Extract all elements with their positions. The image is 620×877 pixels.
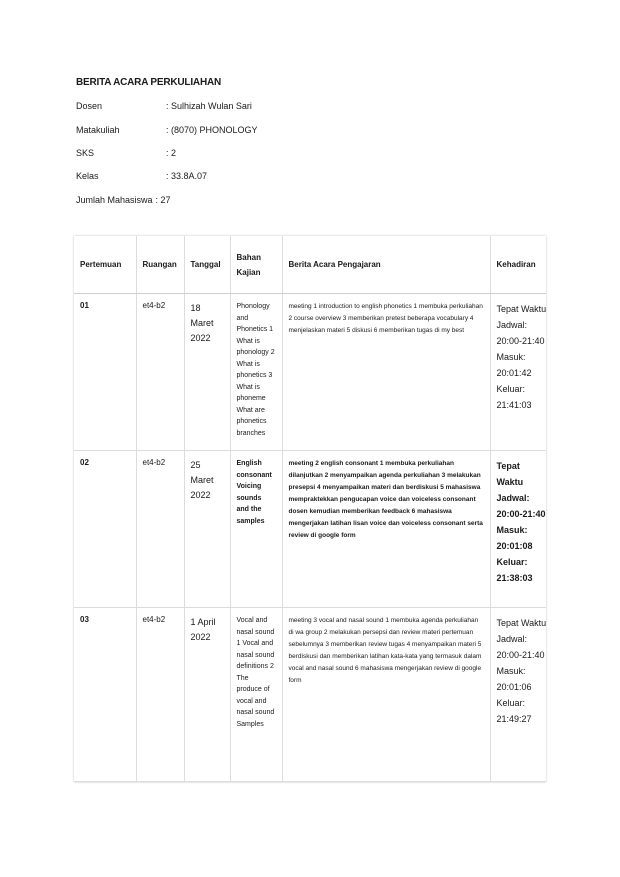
- cell-tanggal: 25 Maret 2022: [184, 451, 230, 608]
- kelas-label: Kelas: [76, 171, 99, 181]
- cell-berita-acara: meeting 2 english consonant 1 membuka perkuliahan dilanjutkan 2 menyampaikan agenda perkuliahan 3 melakukan presepsi 4 menyampaikan materi dan berdiskusi 5 mahasiswa mempraktekkan pengucapan voice dan voiceless consonant dosen kemudian memberikan feedback 6 mahasiswa mengerjakan latihan lisan voice dan voiceless consonant serta review di google form: [282, 451, 490, 608]
- cell-kehadiran: Tepat Waktu Jadwal: 20:00-21:40 Masuk: 20:01:42 Keluar: 21:41:03: [490, 294, 546, 451]
- matakuliah-value: : (8070) PHONOLOGY: [166, 125, 258, 135]
- cell-ruangan: et4-b2: [136, 294, 184, 451]
- info-kelas: [76, 171, 207, 181]
- table-row: [74, 294, 546, 451]
- info-jumlah-mahasiswa: [76, 195, 171, 205]
- cell-tanggal: 18 Maret 2022: [184, 294, 230, 451]
- sks-label: SKS: [76, 148, 95, 158]
- cell-bahan-kajian: Vocal and nasal sound 1 Vocal and nasal sound definitions 2 The produce of vocal and nasal sound Samples: [230, 608, 282, 782]
- document-title: BERITA ACARA PERKULIAHAN: [76, 77, 222, 88]
- cell-bahan-kajian: English consonant Voicing sounds and the samples: [230, 451, 282, 608]
- jumlah-mahasiswa-value: : 27: [155, 195, 171, 205]
- header-bahan-kajian: Bahan Kajian: [230, 236, 282, 294]
- cell-berita-acara: meeting 3 vocal and nasal sound 1 membuka agenda perkuliahan di wa group 2 melakukan persepsi dan review materi pertemuan sebelumnya 3 memberikan review tugas 4 menyampaikan materi 5 berdiskusi dan memberikan latihan kata-kata yang termasuk dalam vocal and nasal sound 6 mahasiswa mengerjakan review di google form: [282, 608, 490, 782]
- cell-ruangan: et4-b2: [136, 451, 184, 608]
- cell-pertemuan: 03: [74, 608, 136, 782]
- cell-pertemuan: 01: [74, 294, 136, 451]
- dosen-value: : Sulhizah Wulan Sari: [166, 101, 252, 111]
- cell-kehadiran: Tepat Waktu Jadwal: 20:00-21:40 Masuk: 20:01:08 Keluar: 21:38:03: [490, 451, 546, 608]
- info-sks: [76, 148, 176, 158]
- sks-value: : 2: [166, 148, 177, 158]
- cell-tanggal: 1 April 2022: [184, 608, 230, 782]
- header-berita-acara: Berita Acara Pengajaran: [282, 236, 490, 294]
- table-row: [74, 608, 546, 782]
- cell-berita-acara: meeting 1 introduction to english phonetics 1 membuka perkuliahan 2 course overview 3 memberikan pretest beberapa vocabulary 4 menjelaskan materi 5 diskusi 6 memberikan tugas di my best: [282, 294, 490, 451]
- cell-pertemuan: 02: [74, 451, 136, 608]
- kelas-value: : 33.8A.07: [166, 171, 208, 181]
- matakuliah-label: Matakuliah: [76, 125, 120, 135]
- info-matakuliah: [76, 125, 258, 135]
- header-ruangan: Ruangan: [136, 236, 184, 294]
- table-row: [74, 451, 546, 608]
- cell-bahan-kajian: Phonology and Phonetics 1 What is phonology 2 What is phonetics 3 What is phoneme What are phonetics branches: [230, 294, 282, 451]
- dosen-label: Dosen: [76, 101, 103, 111]
- header-tanggal: Tanggal: [184, 236, 230, 294]
- table-header-row: [74, 236, 546, 294]
- cell-kehadiran: Tepat Waktu Jadwal: 20:00-21:40 Masuk: 20:01:06 Keluar: 21:49:27: [490, 608, 546, 782]
- cell-ruangan: et4-b2: [136, 608, 184, 782]
- header-kehadiran: Kehadiran: [490, 236, 546, 294]
- jumlah-mahasiswa-label: Jumlah Mahasiswa: [76, 195, 153, 205]
- attendance-table-container: [74, 236, 546, 782]
- attendance-table: [74, 236, 546, 782]
- header-pertemuan: Pertemuan: [74, 236, 136, 294]
- info-dosen: [76, 101, 252, 111]
